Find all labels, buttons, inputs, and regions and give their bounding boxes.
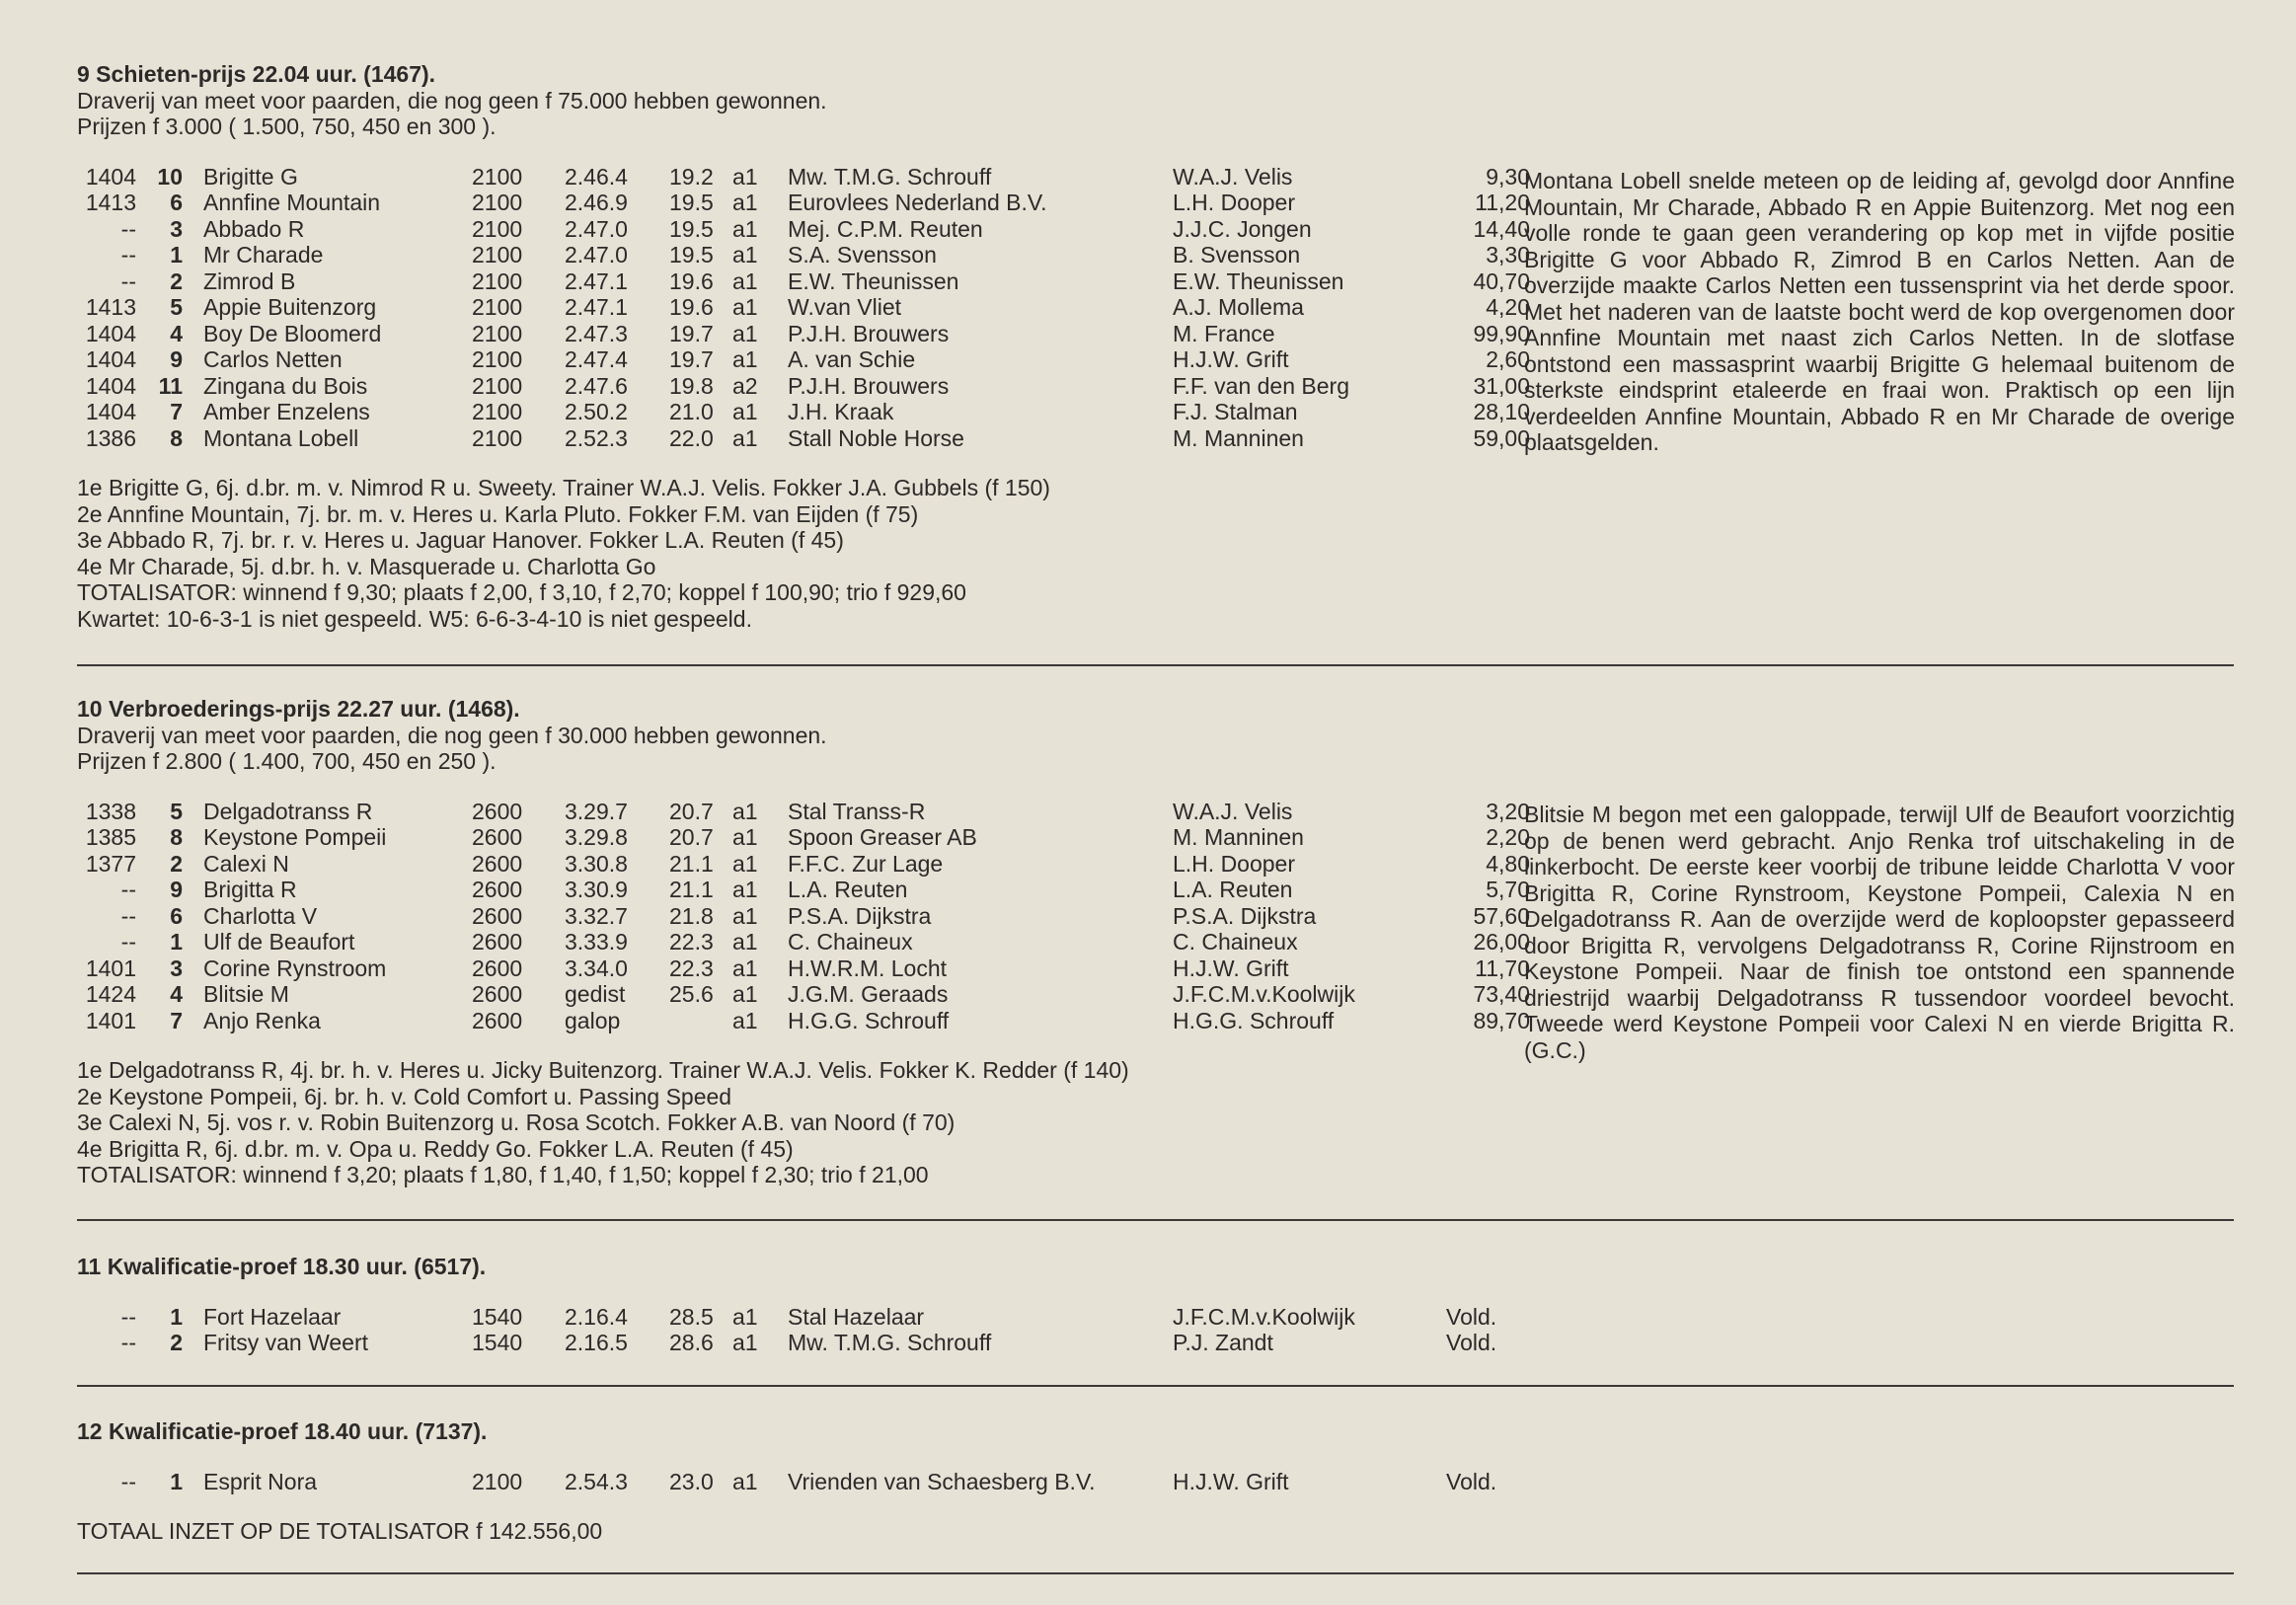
finish-time: 2.47.1	[565, 268, 628, 294]
odds: 11,70	[1475, 955, 1530, 981]
distance: 2600	[472, 877, 523, 902]
race-report: Montana Lobell snelde meteen op de leiding af, gevolgd door Annfine Mountain, Mr Charade, Abbado R en Appie Buitenzorg. Met nog een volle ronde te gaan geen verandering op kop met in vijfde positie Brigitte G voor Abbado R, Zimrod B en Carlos Netten. Aan de overzijde maakte Carlos Netten een tussensprint via het derde spoor. Met het naderen van de laatste bocht werd de kop overgenomen door Annfine Mountain met naast zich Carlos Netten. In de slotfase ontstond een massasprint waarbij Brigitte G helemaal buitenom de sterkste eindsprint etaleerde en fraai won. Praktisch op een lijn verdeelden Annfine Mountain, Abbado R en Mr Charade de overige plaatsgelden.	[1524, 168, 2235, 455]
finish-time: 2.46.4	[565, 163, 628, 190]
prev-race: 1377	[85, 850, 136, 877]
horse-name: Abbado R	[203, 215, 305, 242]
result-line: 1e Delgadotranss R, 4j. br. h. v. Heres u. Jicky Buitenzorg. Trainer W.A.J. Velis. Fokker K. Redder (f 140)	[77, 1057, 1129, 1083]
horse-name: Charlotta V	[203, 902, 318, 929]
horse-name: Delgadotranss R	[203, 798, 373, 824]
km-time: 19.8	[669, 372, 714, 399]
finish-time: 2.47.6	[565, 372, 628, 399]
km-time: 22.3	[669, 955, 714, 981]
distance: 2600	[472, 955, 523, 981]
start-number: 6	[170, 902, 183, 929]
distance: 2100	[472, 215, 523, 242]
odds: 31,00	[1473, 372, 1530, 399]
km-time: 19.5	[669, 190, 714, 215]
odds: 89,70	[1473, 1007, 1530, 1033]
distance: 2100	[472, 190, 523, 215]
prev-race: --	[120, 902, 136, 929]
owner: P.J.H. Brouwers	[788, 372, 950, 399]
horse-name: Ulf de Beaufort	[203, 929, 355, 955]
driver: C. Chaineux	[1173, 929, 1298, 955]
prev-race: 1404	[85, 346, 136, 372]
horse-name: Zingana du Bois	[203, 372, 368, 399]
km-time: 22.3	[669, 929, 714, 955]
distance: 2100	[472, 424, 523, 451]
start-code: a1	[732, 320, 758, 346]
finish-time: 2.16.5	[565, 1330, 628, 1355]
start-number: 1	[170, 242, 183, 268]
distance: 2600	[472, 929, 523, 955]
odds: 3,20	[1486, 798, 1530, 824]
owner: Stal Transs-R	[788, 798, 926, 824]
owner: W.van Vliet	[788, 294, 902, 320]
distance: 1540	[472, 1330, 523, 1355]
km-time: 25.6	[669, 981, 714, 1007]
distance: 2600	[472, 902, 523, 929]
start-code: a1	[732, 1007, 758, 1033]
start-number: 8	[170, 424, 183, 451]
start-code: a1	[732, 163, 758, 190]
prev-race: --	[120, 215, 136, 242]
prev-race: 1404	[85, 163, 136, 190]
prev-race: 1386	[85, 424, 136, 451]
finish-time: 2.47.1	[565, 294, 628, 320]
start-number: 10	[157, 163, 183, 190]
start-number: 7	[170, 1007, 183, 1033]
km-time: 21.0	[669, 399, 714, 424]
horse-name: Esprit Nora	[203, 1468, 318, 1494]
race-conditions: Draverij van meet voor paarden, die nog geen f 30.000 hebben gewonnen.	[77, 722, 827, 748]
finish-time: 2.52.3	[565, 424, 628, 451]
divider	[77, 664, 2234, 666]
odds: 28,10	[1473, 399, 1530, 424]
start-number: 4	[170, 320, 183, 346]
owner: Stal Hazelaar	[788, 1303, 925, 1330]
owner: J.H. Kraak	[788, 399, 894, 424]
distance: 2100	[472, 346, 523, 372]
start-number: 7	[170, 399, 183, 424]
divider	[77, 1219, 2234, 1221]
start-code: a1	[732, 902, 758, 929]
start-code: a1	[732, 1468, 758, 1494]
start-code: a1	[732, 877, 758, 902]
finish-time: 3.33.9	[565, 929, 628, 955]
owner: E.W. Theunissen	[788, 268, 959, 294]
distance: 2600	[472, 981, 523, 1007]
start-code: a1	[732, 955, 758, 981]
prev-race: 1401	[85, 1007, 136, 1033]
driver: H.J.W. Grift	[1173, 1468, 1289, 1494]
distance: 2600	[472, 1007, 523, 1033]
km-time: 19.7	[669, 320, 714, 346]
start-number: 1	[170, 929, 183, 955]
race-11	[77, 1254, 2229, 1356]
prev-race: 1401	[85, 955, 136, 981]
start-number: 9	[170, 346, 183, 372]
owner: Mej. C.P.M. Reuten	[788, 215, 983, 242]
driver: F.J. Stalman	[1173, 399, 1298, 424]
start-code: a1	[732, 190, 758, 215]
prev-race: --	[120, 242, 136, 268]
start-number: 6	[170, 190, 183, 215]
owner: Vrienden van Schaesberg B.V.	[788, 1468, 1096, 1494]
prev-race: --	[120, 929, 136, 955]
km-time: 20.7	[669, 798, 714, 824]
owner: Mw. T.M.G. Schrouff	[788, 1330, 992, 1355]
start-code: a1	[732, 981, 758, 1007]
distance: 2100	[472, 242, 523, 268]
driver: H.J.W. Grift	[1173, 346, 1289, 372]
driver: P.J. Zandt	[1173, 1330, 1273, 1355]
start-number: 11	[158, 372, 183, 399]
horse-name: Fort Hazelaar	[203, 1303, 342, 1330]
horse-name: Corine Rynstroom	[203, 955, 387, 981]
km-time: 21.1	[669, 877, 714, 902]
km-time: 21.8	[669, 902, 714, 929]
finish-time: gedist	[565, 981, 626, 1007]
driver: J.J.C. Jongen	[1173, 215, 1312, 242]
result-line: 4e Mr Charade, 5j. d.br. h. v. Masquerade u. Charlotta Go	[77, 553, 656, 579]
horse-name: Calexi N	[203, 850, 289, 877]
result-line: 3e Calexi N, 5j. vos r. v. Robin Buitenzorg u. Rosa Scotch. Fokker A.B. van Noord (f 70)	[77, 1109, 956, 1135]
horse-name: Fritsy van Weert	[203, 1330, 368, 1355]
horse-name: Boy De Bloomerd	[203, 320, 382, 346]
start-code: a1	[732, 346, 758, 372]
prev-race: 1404	[85, 372, 136, 399]
owner: S.A. Svensson	[788, 242, 937, 268]
start-code: a1	[732, 1303, 758, 1330]
km-time: 28.5	[669, 1303, 714, 1330]
km-time: 19.2	[669, 163, 714, 190]
start-code: a1	[732, 929, 758, 955]
driver: H.G.G. Schrouff	[1173, 1007, 1335, 1033]
horse-name: Anjo Renka	[203, 1007, 321, 1033]
driver: A.J. Mollema	[1173, 294, 1304, 320]
distance: 1540	[472, 1303, 523, 1330]
divider	[77, 1385, 2234, 1387]
owner: C. Chaineux	[788, 929, 913, 955]
totalisator-total: TOTAAL INZET OP DE TOTALISATOR f 142.556,00	[77, 1518, 603, 1544]
race-prizes: Prijzen f 2.800 ( 1.400, 700, 450 en 250 ).	[77, 748, 497, 774]
race-report: Blitsie M begon met een galoppade, terwijl Ulf de Beaufort voorzichtig op de benen werd gebracht. Anjo Renka trof uitschakeling in de linkerbocht. De eerste keer voorbij de tribune leidde Charlotta V voor Brigitta R, Corine Rynstroom, Keystone Pompeii, Calexia N en Delgadotranss R. Aan de overzijde werd de koploopster gepasseerd door Brigitta R, vervolgens Delgadotranss R, Corine Rijnstroom en Keystone Pompeii. Naar de finish toe ontstond een spannende driestrijd waarbij Delgadotranss R tussendoor voordeel bevocht. Tweede werd Keystone Pompeii voor Calexi N en vierde Brigitta R. (G.C.)	[1524, 802, 2235, 1063]
qualification-result: Vold.	[1446, 1468, 1497, 1494]
finish-time: 2.47.0	[565, 215, 628, 242]
horse-name: Zimrod B	[203, 268, 296, 294]
km-time: 19.6	[669, 268, 714, 294]
distance: 2600	[472, 850, 523, 877]
odds: 40,70	[1473, 268, 1530, 294]
start-number: 3	[170, 215, 183, 242]
result-line: Kwartet: 10-6-3-1 is niet gespeeld. W5: 6-6-3-4-10 is niet gespeeld.	[77, 605, 752, 632]
result-line: TOTALISATOR: winnend f 3,20; plaats f 1,80, f 1,40, f 1,50; koppel f 2,30; trio f 21,00	[77, 1162, 929, 1187]
driver: M. Manninen	[1173, 424, 1304, 451]
finish-time: 3.29.7	[565, 798, 628, 824]
km-time: 22.0	[669, 424, 714, 451]
horse-name: Mr Charade	[203, 242, 324, 268]
horse-name: Brigitta R	[203, 877, 297, 902]
owner: Spoon Greaser AB	[788, 824, 977, 850]
start-code: a1	[732, 798, 758, 824]
prev-race: 1385	[85, 824, 136, 850]
owner: Eurovlees Nederland B.V.	[788, 190, 1047, 215]
distance: 2100	[472, 1468, 523, 1494]
finish-time: 3.34.0	[565, 955, 628, 981]
result-line: 4e Brigitta R, 6j. d.br. m. v. Opa u. Reddy Go. Fokker L.A. Reuten (f 45)	[77, 1135, 794, 1162]
prev-race: --	[120, 1303, 136, 1330]
finish-time: 3.30.8	[565, 850, 628, 877]
km-time: 20.7	[669, 824, 714, 850]
owner: P.S.A. Dijkstra	[788, 902, 932, 929]
owner: H.G.G. Schrouff	[788, 1007, 950, 1033]
horse-name: Keystone Pompeii	[203, 824, 387, 850]
finish-time: 2.16.4	[565, 1303, 628, 1330]
start-code: a1	[732, 268, 758, 294]
driver: H.J.W. Grift	[1173, 955, 1289, 981]
driver: W.A.J. Velis	[1173, 163, 1293, 190]
prev-race: 1404	[85, 399, 136, 424]
distance: 2100	[472, 294, 523, 320]
owner: P.J.H. Brouwers	[788, 320, 950, 346]
table-row	[77, 1469, 2229, 1495]
horse-name: Brigitte G	[203, 163, 298, 190]
start-number: 3	[170, 955, 183, 981]
km-time: 21.1	[669, 850, 714, 877]
result-line: 3e Abbado R, 7j. br. r. v. Heres u. Jaguar Hanover. Fokker L.A. Reuten (f 45)	[77, 527, 844, 553]
finish-time: 2.47.4	[565, 346, 628, 372]
result-line: 2e Keystone Pompeii, 6j. br. h. v. Cold Comfort u. Passing Speed	[77, 1083, 732, 1109]
qualification-result: Vold.	[1446, 1303, 1497, 1330]
km-time: 19.5	[669, 242, 714, 268]
start-code: a1	[732, 399, 758, 424]
distance: 2100	[472, 399, 523, 424]
horse-name: Amber Enzelens	[203, 399, 370, 424]
results-list	[77, 475, 2229, 632]
horse-name: Montana Lobell	[203, 424, 359, 451]
odds: 73,40	[1473, 981, 1530, 1007]
race-title: 10 Verbroederings-prijs 22.27 uur. (1468).	[77, 696, 520, 722]
driver: W.A.J. Velis	[1173, 798, 1293, 824]
results-list	[77, 1057, 2229, 1188]
odds: 2,20	[1486, 824, 1530, 850]
start-code: a1	[732, 824, 758, 850]
owner: J.G.M. Geraads	[788, 981, 949, 1007]
table-row	[77, 1330, 2229, 1356]
prev-race: 1413	[85, 190, 136, 215]
km-time: 19.7	[669, 346, 714, 372]
odds: 9,30	[1486, 163, 1530, 190]
owner: Mw. T.M.G. Schrouff	[788, 163, 992, 190]
prev-race: 1404	[85, 320, 136, 346]
driver: L.H. Dooper	[1173, 190, 1296, 215]
km-time: 19.6	[669, 294, 714, 320]
owner: A. van Schie	[788, 346, 916, 372]
start-number: 2	[170, 850, 183, 877]
distance: 2100	[472, 163, 523, 190]
prev-race: 1424	[85, 981, 136, 1007]
finish-time: 2.54.3	[565, 1468, 628, 1494]
finish-time: 3.29.8	[565, 824, 628, 850]
divider	[77, 1572, 2234, 1574]
start-code: a1	[732, 294, 758, 320]
finish-time: 2.50.2	[565, 399, 628, 424]
odds: 14,40	[1473, 215, 1530, 242]
odds: 99,90	[1473, 320, 1530, 346]
start-code: a1	[732, 215, 758, 242]
start-code: a1	[732, 1330, 758, 1355]
start-number: 2	[170, 1330, 183, 1355]
distance: 2100	[472, 268, 523, 294]
finish-time: 3.30.9	[565, 877, 628, 902]
race-conditions: Draverij van meet voor paarden, die nog geen f 75.000 hebben gewonnen.	[77, 87, 827, 114]
km-time: 19.5	[669, 215, 714, 242]
odds: 4,20	[1486, 294, 1530, 320]
start-number: 4	[170, 981, 183, 1007]
odds: 5,70	[1486, 877, 1530, 902]
driver: B. Svensson	[1173, 242, 1301, 268]
odds: 2,60	[1486, 346, 1530, 372]
start-number: 5	[170, 294, 183, 320]
prev-race: 1413	[85, 294, 136, 320]
start-number: 1	[170, 1468, 183, 1494]
race-title: 9 Schieten-prijs 22.04 uur. (1467).	[77, 61, 436, 87]
start-number: 2	[170, 268, 183, 294]
distance: 2600	[472, 824, 523, 850]
driver: P.S.A. Dijkstra	[1173, 902, 1317, 929]
odds: 4,80	[1486, 850, 1530, 877]
km-time: 23.0	[669, 1468, 714, 1494]
prev-race: 1338	[85, 798, 136, 824]
odds: 26,00	[1473, 929, 1530, 955]
finish-time: 2.46.9	[565, 190, 628, 215]
start-code: a1	[732, 242, 758, 268]
prev-race: --	[120, 1468, 136, 1494]
horse-name: Annfine Mountain	[203, 190, 381, 215]
distance: 2100	[472, 320, 523, 346]
result-line: 2e Annfine Mountain, 7j. br. m. v. Heres u. Karla Pluto. Fokker F.M. van Eijden (f 75)	[77, 500, 919, 527]
distance: 2100	[472, 372, 523, 399]
start-number: 8	[170, 824, 183, 850]
owner: L.A. Reuten	[788, 877, 908, 902]
table-row	[77, 1304, 2229, 1331]
race-title: 12 Kwalificatie-proef 18.40 uur. (7137).	[77, 1418, 488, 1444]
start-code: a2	[732, 372, 758, 399]
start-number: 5	[170, 798, 183, 824]
driver: L.H. Dooper	[1173, 850, 1296, 877]
race-prizes: Prijzen f 3.000 ( 1.500, 750, 450 en 300 ).	[77, 114, 497, 139]
driver: J.F.C.M.v.Koolwijk	[1173, 981, 1355, 1007]
finish-time: 2.47.0	[565, 242, 628, 268]
prev-race: --	[120, 1330, 136, 1355]
prev-race: --	[120, 877, 136, 902]
horse-name: Appie Buitenzorg	[203, 294, 377, 320]
entries-table	[77, 1304, 2229, 1356]
start-number: 1	[170, 1303, 183, 1330]
start-code: a1	[732, 424, 758, 451]
driver: E.W. Theunissen	[1173, 268, 1344, 294]
owner: Stall Noble Horse	[788, 424, 964, 451]
finish-time: 2.47.3	[565, 320, 628, 346]
odds: 3,30	[1486, 242, 1530, 268]
start-number: 9	[170, 877, 183, 902]
odds: 57,60	[1473, 902, 1530, 929]
result-line: 1e Brigitte G, 6j. d.br. m. v. Nimrod R u. Sweety. Trainer W.A.J. Velis. Fokker J.A. Gubbels (f 150)	[77, 475, 1050, 500]
qualification-result: Vold.	[1446, 1330, 1497, 1355]
odds: 11,20	[1475, 190, 1530, 215]
driver: J.F.C.M.v.Koolwijk	[1173, 1303, 1355, 1330]
start-code: a1	[732, 850, 758, 877]
finish-time: galop	[565, 1007, 621, 1033]
driver: L.A. Reuten	[1173, 877, 1293, 902]
owner: F.F.C. Zur Lage	[788, 850, 944, 877]
result-line: TOTALISATOR: winnend f 9,30; plaats f 2,00, f 3,10, f 2,70; koppel f 100,90; trio f 929,60	[77, 579, 966, 605]
km-time: 28.6	[669, 1330, 714, 1355]
race-title: 11 Kwalificatie-proef 18.30 uur. (6517).	[77, 1254, 487, 1279]
horse-name: Blitsie M	[203, 981, 289, 1007]
race-12	[77, 1418, 2229, 1545]
distance: 2600	[472, 798, 523, 824]
driver: M. France	[1173, 320, 1275, 346]
prev-race: --	[120, 268, 136, 294]
finish-time: 3.32.7	[565, 902, 628, 929]
odds: 59,00	[1473, 424, 1530, 451]
entries-table	[77, 1469, 2229, 1495]
driver: F.F. van den Berg	[1173, 372, 1349, 399]
driver: M. Manninen	[1173, 824, 1304, 850]
horse-name: Carlos Netten	[203, 346, 343, 372]
owner: H.W.R.M. Locht	[788, 955, 948, 981]
